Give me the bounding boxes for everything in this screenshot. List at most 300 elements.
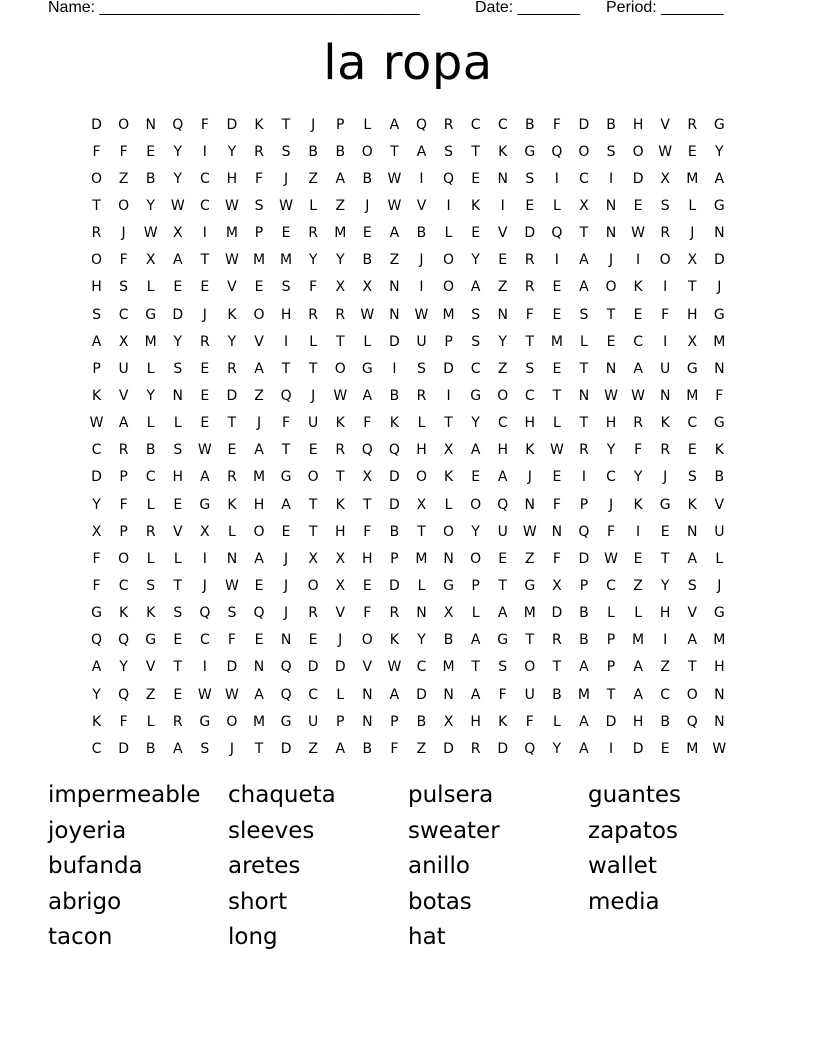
grid-letter[interactable]: Q — [686, 713, 698, 730]
grid-letter[interactable]: D — [605, 713, 617, 730]
grid-letter[interactable]: A — [254, 360, 264, 377]
grid-letter[interactable]: F — [92, 143, 101, 160]
grid-letter[interactable]: K — [119, 605, 129, 622]
grid-letter[interactable]: E — [173, 632, 183, 649]
grid-letter[interactable]: L — [173, 550, 182, 567]
grid-letter[interactable]: F — [552, 496, 561, 513]
grid-letter[interactable]: N — [280, 632, 292, 649]
grid-letter[interactable]: W — [197, 686, 212, 703]
grid-letter[interactable]: N — [362, 713, 373, 730]
grid-letter[interactable]: F — [634, 442, 643, 459]
grid-letter[interactable]: N — [172, 387, 184, 404]
grid-letter[interactable]: K — [498, 143, 508, 160]
grid-letter[interactable]: B — [606, 116, 616, 133]
grid-letter[interactable]: K — [227, 496, 237, 513]
grid-letter[interactable]: N — [524, 496, 536, 513]
grid-letter[interactable]: E — [200, 279, 210, 296]
grid-letter[interactable]: G — [470, 387, 482, 404]
grid-letter[interactable]: O — [91, 252, 103, 269]
grid-letter[interactable]: O — [659, 252, 671, 269]
grid-letter[interactable]: D — [632, 170, 644, 187]
grid-letter[interactable]: M — [252, 713, 266, 730]
grid-letter[interactable]: D — [497, 740, 509, 757]
grid-letter[interactable]: R — [308, 605, 319, 622]
grid-letter[interactable]: A — [172, 740, 183, 757]
grid-letter[interactable]: H — [632, 713, 644, 730]
grid-letter[interactable]: D — [91, 469, 102, 486]
grid-letter[interactable]: H — [362, 550, 373, 567]
grid-letter[interactable]: H — [416, 442, 427, 459]
grid-letter[interactable]: B — [362, 740, 373, 757]
grid-letter[interactable]: A — [633, 659, 643, 676]
grid-letter[interactable]: J — [202, 306, 207, 323]
period-field[interactable]: Period: _______ — [606, 0, 724, 16]
grid-letter[interactable]: T — [552, 659, 562, 676]
grid-letter[interactable]: A — [172, 252, 183, 269]
grid-letter[interactable]: E — [633, 306, 643, 323]
grid-letter[interactable]: W — [631, 225, 646, 242]
grid-letter[interactable]: H — [632, 116, 644, 133]
grid-letter[interactable]: K — [443, 469, 454, 486]
grid-letter[interactable]: G — [280, 713, 292, 730]
grid-letter[interactable]: H — [686, 306, 698, 323]
grid-letter[interactable]: F — [119, 143, 128, 160]
grid-letter[interactable]: E — [687, 442, 697, 459]
grid-letter[interactable]: L — [363, 333, 372, 350]
grid-letter[interactable]: A — [633, 686, 643, 703]
grid-letter[interactable]: S — [200, 740, 210, 757]
grid-letter[interactable]: W — [658, 143, 673, 160]
grid-letter[interactable]: X — [91, 523, 102, 540]
grid-letter[interactable]: E — [308, 442, 318, 459]
grid-letter[interactable]: S — [525, 360, 535, 377]
grid-letter[interactable]: G — [524, 143, 536, 160]
grid-letter[interactable]: W — [549, 442, 564, 459]
grid-letter[interactable]: X — [200, 523, 210, 540]
grid-letter[interactable]: A — [200, 469, 210, 486]
grid-letter[interactable]: D — [389, 577, 400, 594]
grid-letter[interactable]: Z — [497, 279, 508, 296]
grid-letter[interactable]: S — [687, 469, 697, 486]
grid-letter[interactable]: T — [227, 415, 237, 432]
grid-letter[interactable]: S — [525, 170, 535, 187]
grid-letter[interactable]: W — [225, 686, 239, 703]
grid-letter[interactable]: O — [361, 143, 373, 160]
grid-letter[interactable]: D — [389, 496, 400, 513]
grid-letter[interactable]: C — [470, 116, 481, 133]
grid-letter[interactable]: B — [145, 740, 156, 757]
grid-letter[interactable]: E — [498, 252, 508, 269]
grid-letter[interactable]: C — [497, 116, 508, 133]
grid-letter[interactable]: A — [687, 550, 698, 567]
grid-letter[interactable]: A — [91, 659, 102, 676]
grid-letter[interactable]: T — [173, 577, 183, 594]
grid-letter[interactable]: B — [579, 632, 589, 649]
grid-letter[interactable]: A — [633, 360, 643, 377]
grid-letter[interactable]: I — [392, 360, 397, 377]
grid-letter[interactable]: T — [525, 333, 535, 350]
grid-letter[interactable]: Y — [173, 143, 183, 160]
grid-letter[interactable]: Q — [280, 659, 292, 676]
grid-letter[interactable]: J — [229, 740, 234, 757]
grid-letter[interactable]: V — [497, 225, 508, 242]
grid-letter[interactable]: R — [227, 360, 237, 377]
grid-letter[interactable]: B — [145, 442, 156, 459]
grid-letter[interactable]: R — [172, 713, 183, 730]
grid-letter[interactable]: A — [497, 469, 508, 486]
grid-letter[interactable]: R — [552, 632, 562, 649]
grid-letter[interactable]: O — [443, 279, 455, 296]
grid-letter[interactable]: F — [390, 740, 399, 757]
grid-letter[interactable]: W — [225, 197, 239, 214]
grid-letter[interactable]: E — [281, 523, 291, 540]
grid-letter[interactable]: L — [471, 605, 480, 622]
grid-letter[interactable]: C — [91, 442, 102, 459]
grid-letter[interactable]: E — [200, 360, 210, 377]
grid-letter[interactable]: Q — [118, 686, 130, 703]
grid-letter[interactable]: D — [578, 550, 590, 567]
grid-letter[interactable]: S — [92, 306, 101, 323]
grid-letter[interactable]: E — [552, 279, 562, 296]
grid-letter[interactable]: E — [173, 496, 183, 513]
grid-letter[interactable]: Z — [524, 550, 535, 567]
grid-letter[interactable]: E — [281, 225, 291, 242]
grid-letter[interactable]: G — [713, 116, 725, 133]
grid-letter[interactable]: A — [389, 116, 400, 133]
grid-letter[interactable]: N — [145, 116, 156, 133]
grid-letter[interactable]: L — [688, 197, 697, 214]
grid-letter[interactable]: Z — [389, 252, 400, 269]
grid-letter[interactable]: K — [146, 605, 156, 622]
grid-letter[interactable]: T — [173, 659, 183, 676]
grid-letter[interactable]: N — [714, 686, 725, 703]
grid-letter[interactable]: M — [686, 740, 699, 757]
grid-letter[interactable]: W — [631, 387, 646, 404]
grid-letter[interactable]: P — [92, 360, 101, 377]
grid-letter[interactable]: J — [284, 605, 289, 622]
grid-letter[interactable]: Q — [172, 116, 184, 133]
grid-letter[interactable]: J — [284, 550, 289, 567]
grid-letter[interactable]: S — [281, 143, 291, 160]
grid-letter[interactable]: B — [362, 252, 373, 269]
grid-letter[interactable]: Q — [388, 442, 400, 459]
grid-letter[interactable]: I — [419, 170, 424, 187]
grid-letter[interactable]: T — [579, 360, 589, 377]
grid-letter[interactable]: C — [660, 686, 671, 703]
grid-letter[interactable]: H — [91, 279, 102, 296]
grid-letter[interactable]: J — [717, 577, 722, 594]
grid-letter[interactable]: S — [471, 306, 481, 323]
grid-letter[interactable]: W — [604, 550, 618, 567]
grid-letter[interactable]: T — [308, 360, 318, 377]
grid-letter[interactable]: J — [311, 116, 316, 133]
grid-letter[interactable]: K — [91, 387, 102, 404]
grid-letter[interactable]: E — [606, 333, 616, 350]
grid-letter[interactable]: Q — [415, 116, 427, 133]
grid-letter[interactable]: I — [202, 143, 207, 160]
grid-letter[interactable]: S — [417, 360, 426, 377]
grid-letter[interactable]: N — [497, 170, 508, 187]
grid-letter[interactable]: X — [416, 496, 427, 513]
grid-letter[interactable]: O — [605, 279, 617, 296]
grid-letter[interactable]: T — [417, 523, 426, 540]
grid-letter[interactable]: M — [577, 686, 590, 703]
grid-letter[interactable]: N — [551, 523, 563, 540]
grid-letter[interactable]: A — [281, 496, 291, 513]
grid-letter[interactable]: K — [335, 496, 345, 513]
grid-letter[interactable]: T — [254, 740, 264, 757]
grid-letter[interactable]: N — [443, 686, 454, 703]
grid-letter[interactable]: N — [389, 279, 400, 296]
grid-letter[interactable]: A — [470, 632, 481, 649]
grid-letter[interactable]: E — [552, 360, 562, 377]
grid-letter[interactable]: L — [309, 333, 318, 350]
grid-letter[interactable]: R — [443, 116, 454, 133]
grid-letter[interactable]: X — [362, 279, 373, 296]
grid-letter[interactable]: D — [443, 740, 454, 757]
grid-letter[interactable]: I — [581, 469, 587, 486]
grid-letter[interactable]: F — [552, 550, 561, 567]
grid-letter[interactable]: Q — [524, 740, 536, 757]
grid-letter[interactable]: H — [524, 415, 536, 432]
grid-letter[interactable]: O — [443, 252, 455, 269]
grid-letter[interactable]: G — [199, 713, 211, 730]
grid-letter[interactable]: X — [145, 252, 156, 269]
grid-letter[interactable]: X — [443, 713, 454, 730]
grid-letter[interactable]: D — [551, 605, 563, 622]
grid-letter[interactable]: L — [552, 415, 561, 432]
grid-letter[interactable]: R — [524, 252, 535, 269]
grid-letter[interactable]: P — [254, 225, 264, 242]
grid-letter[interactable]: T — [579, 415, 589, 432]
grid-letter[interactable]: J — [690, 225, 695, 242]
grid-letter[interactable]: F — [498, 686, 507, 703]
grid-letter[interactable]: Y — [92, 496, 101, 513]
grid-letter[interactable]: A — [579, 740, 589, 757]
grid-letter[interactable]: O — [524, 659, 536, 676]
grid-letter[interactable]: H — [253, 496, 265, 513]
grid-letter[interactable]: C — [470, 360, 481, 377]
grid-letter[interactable]: L — [552, 713, 561, 730]
grid-letter[interactable]: I — [202, 225, 207, 242]
grid-letter[interactable]: C — [199, 170, 210, 187]
grid-letter[interactable]: X — [362, 469, 373, 486]
grid-letter[interactable]: L — [607, 605, 615, 622]
grid-letter[interactable]: Q — [551, 225, 563, 242]
grid-letter[interactable]: A — [335, 170, 346, 187]
grid-letter[interactable]: C — [606, 469, 616, 486]
grid-letter[interactable]: A — [497, 605, 508, 622]
grid-letter[interactable]: A — [579, 713, 589, 730]
grid-letter[interactable]: M — [523, 605, 536, 622]
grid-letter[interactable]: I — [284, 333, 289, 350]
grid-letter[interactable]: O — [334, 360, 346, 377]
grid-letter[interactable]: Y — [471, 415, 480, 432]
grid-letter[interactable]: M — [225, 225, 238, 242]
grid-letter[interactable]: T — [335, 469, 345, 486]
grid-letter[interactable]: D — [118, 740, 129, 757]
grid-letter[interactable]: T — [308, 496, 318, 513]
grid-letter[interactable]: K — [471, 197, 481, 214]
grid-letter[interactable]: J — [311, 387, 316, 404]
grid-letter[interactable]: S — [173, 360, 183, 377]
grid-letter[interactable]: D — [91, 116, 102, 133]
grid-letter[interactable]: T — [660, 550, 670, 567]
grid-letter[interactable]: Y — [471, 252, 480, 269]
grid-letter[interactable]: R — [579, 442, 589, 459]
grid-letter[interactable]: V — [118, 387, 129, 404]
grid-letter[interactable]: G — [713, 415, 725, 432]
grid-letter[interactable]: Q — [199, 605, 211, 622]
grid-letter[interactable]: K — [91, 713, 102, 730]
grid-letter[interactable]: P — [606, 659, 616, 676]
grid-letter[interactable]: C — [687, 415, 698, 432]
grid-letter[interactable]: W — [712, 740, 727, 757]
grid-letter[interactable]: G — [713, 605, 725, 622]
grid-letter[interactable]: R — [416, 387, 427, 404]
grid-letter[interactable]: J — [663, 469, 668, 486]
grid-letter[interactable]: B — [579, 605, 589, 622]
grid-letter[interactable]: D — [713, 252, 725, 269]
grid-letter[interactable]: P — [471, 577, 480, 594]
grid-letter[interactable]: D — [389, 469, 400, 486]
grid-letter[interactable]: R — [335, 306, 346, 323]
grid-letter[interactable]: P — [579, 496, 589, 513]
grid-letter[interactable]: F — [525, 713, 534, 730]
grid-letter[interactable]: E — [254, 279, 264, 296]
grid-letter[interactable]: R — [118, 442, 129, 459]
grid-letter[interactable]: L — [146, 713, 155, 730]
grid-letter[interactable]: L — [173, 415, 182, 432]
grid-letter[interactable]: E — [146, 143, 156, 160]
grid-letter[interactable]: L — [309, 197, 318, 214]
grid-letter[interactable]: M — [280, 252, 293, 269]
grid-letter[interactable]: F — [363, 415, 372, 432]
grid-letter[interactable]: I — [446, 387, 451, 404]
grid-letter[interactable]: Q — [578, 523, 590, 540]
grid-letter[interactable]: A — [687, 632, 698, 649]
grid-letter[interactable]: T — [687, 279, 697, 296]
grid-letter[interactable]: Q — [497, 496, 509, 513]
grid-letter[interactable]: X — [335, 279, 346, 296]
grid-letter[interactable]: P — [119, 469, 128, 486]
grid-letter[interactable]: F — [525, 306, 534, 323]
grid-letter[interactable]: B — [660, 713, 670, 730]
grid-letter[interactable]: C — [579, 170, 589, 187]
grid-letter[interactable]: L — [417, 577, 426, 594]
grid-letter[interactable]: D — [524, 225, 536, 242]
grid-letter[interactable]: R — [633, 415, 643, 432]
grid-letter[interactable]: T — [471, 143, 480, 160]
grid-letter[interactable]: H — [659, 605, 671, 622]
grid-letter[interactable]: S — [254, 197, 264, 214]
grid-letter[interactable]: Y — [606, 442, 616, 459]
grid-letter[interactable]: F — [661, 306, 670, 323]
grid-letter[interactable]: I — [608, 170, 614, 187]
grid-letter[interactable]: Y — [227, 333, 237, 350]
grid-letter[interactable]: Y — [119, 659, 128, 676]
grid-letter[interactable]: W — [387, 197, 402, 214]
grid-letter[interactable]: Y — [552, 740, 562, 757]
grid-letter[interactable]: A — [470, 442, 481, 459]
grid-letter[interactable]: P — [390, 550, 399, 567]
grid-letter[interactable]: E — [308, 632, 318, 649]
grid-letter[interactable]: Y — [471, 523, 480, 540]
grid-letter[interactable]: E — [362, 225, 372, 242]
grid-letter[interactable]: J — [202, 577, 207, 594]
grid-letter[interactable]: I — [663, 333, 668, 350]
grid-letter[interactable]: K — [687, 496, 697, 513]
grid-letter[interactable]: O — [118, 550, 130, 567]
grid-letter[interactable]: Q — [551, 143, 563, 160]
grid-letter[interactable]: U — [416, 333, 427, 350]
grid-letter[interactable]: S — [660, 197, 670, 214]
grid-letter[interactable]: S — [471, 333, 481, 350]
grid-letter[interactable]: I — [446, 197, 451, 214]
grid-letter[interactable]: T — [281, 360, 291, 377]
grid-letter[interactable]: D — [443, 360, 454, 377]
grid-letter[interactable]: V — [145, 659, 156, 676]
date-field[interactable]: Date: _______ — [475, 0, 580, 16]
grid-letter[interactable]: C — [524, 387, 535, 404]
grid-letter[interactable]: T — [525, 632, 535, 649]
grid-letter[interactable]: Y — [633, 469, 643, 486]
grid-letter[interactable]: Y — [335, 252, 345, 269]
grid-letter[interactable]: F — [119, 252, 128, 269]
grid-letter[interactable]: M — [713, 333, 726, 350]
grid-letter[interactable]: H — [334, 523, 346, 540]
grid-letter[interactable]: V — [227, 279, 237, 296]
grid-letter[interactable]: J — [284, 170, 289, 187]
grid-letter[interactable]: A — [470, 686, 481, 703]
grid-letter[interactable]: D — [578, 116, 590, 133]
grid-letter[interactable]: E — [525, 197, 535, 214]
grid-letter[interactable]: A — [91, 333, 102, 350]
grid-letter[interactable]: I — [636, 523, 641, 540]
grid-letter[interactable]: Z — [145, 686, 156, 703]
grid-letter[interactable]: D — [226, 659, 238, 676]
grid-letter[interactable]: P — [606, 632, 616, 649]
grid-letter[interactable]: E — [471, 225, 481, 242]
grid-letter[interactable]: Z — [497, 360, 508, 377]
grid-letter[interactable]: K — [633, 279, 643, 296]
grid-letter[interactable]: J — [608, 252, 614, 269]
grid-letter[interactable]: W — [89, 415, 104, 432]
grid-letter[interactable]: K — [498, 713, 508, 730]
grid-letter[interactable]: L — [146, 279, 155, 296]
grid-letter[interactable]: E — [633, 197, 643, 214]
grid-letter[interactable]: Z — [254, 387, 264, 404]
grid-letter[interactable]: C — [497, 415, 508, 432]
grid-letter[interactable]: N — [578, 387, 590, 404]
grid-letter[interactable]: K — [227, 306, 237, 323]
grid-letter[interactable]: W — [225, 252, 239, 269]
grid-letter[interactable]: D — [632, 740, 644, 757]
grid-letter[interactable]: N — [659, 387, 671, 404]
grid-letter[interactable]: L — [715, 550, 724, 567]
grid-letter[interactable]: F — [715, 387, 724, 404]
grid-letter[interactable]: U — [524, 686, 535, 703]
grid-letter[interactable]: T — [92, 197, 101, 214]
grid-letter[interactable]: M — [632, 632, 645, 649]
grid-letter[interactable]: J — [527, 469, 532, 486]
grid-letter[interactable]: O — [497, 387, 509, 404]
grid-letter[interactable]: N — [497, 306, 508, 323]
grid-letter[interactable]: U — [714, 523, 725, 540]
grid-letter[interactable]: V — [362, 659, 373, 676]
grid-letter[interactable]: C — [91, 740, 102, 757]
grid-letter[interactable]: F — [606, 523, 616, 540]
